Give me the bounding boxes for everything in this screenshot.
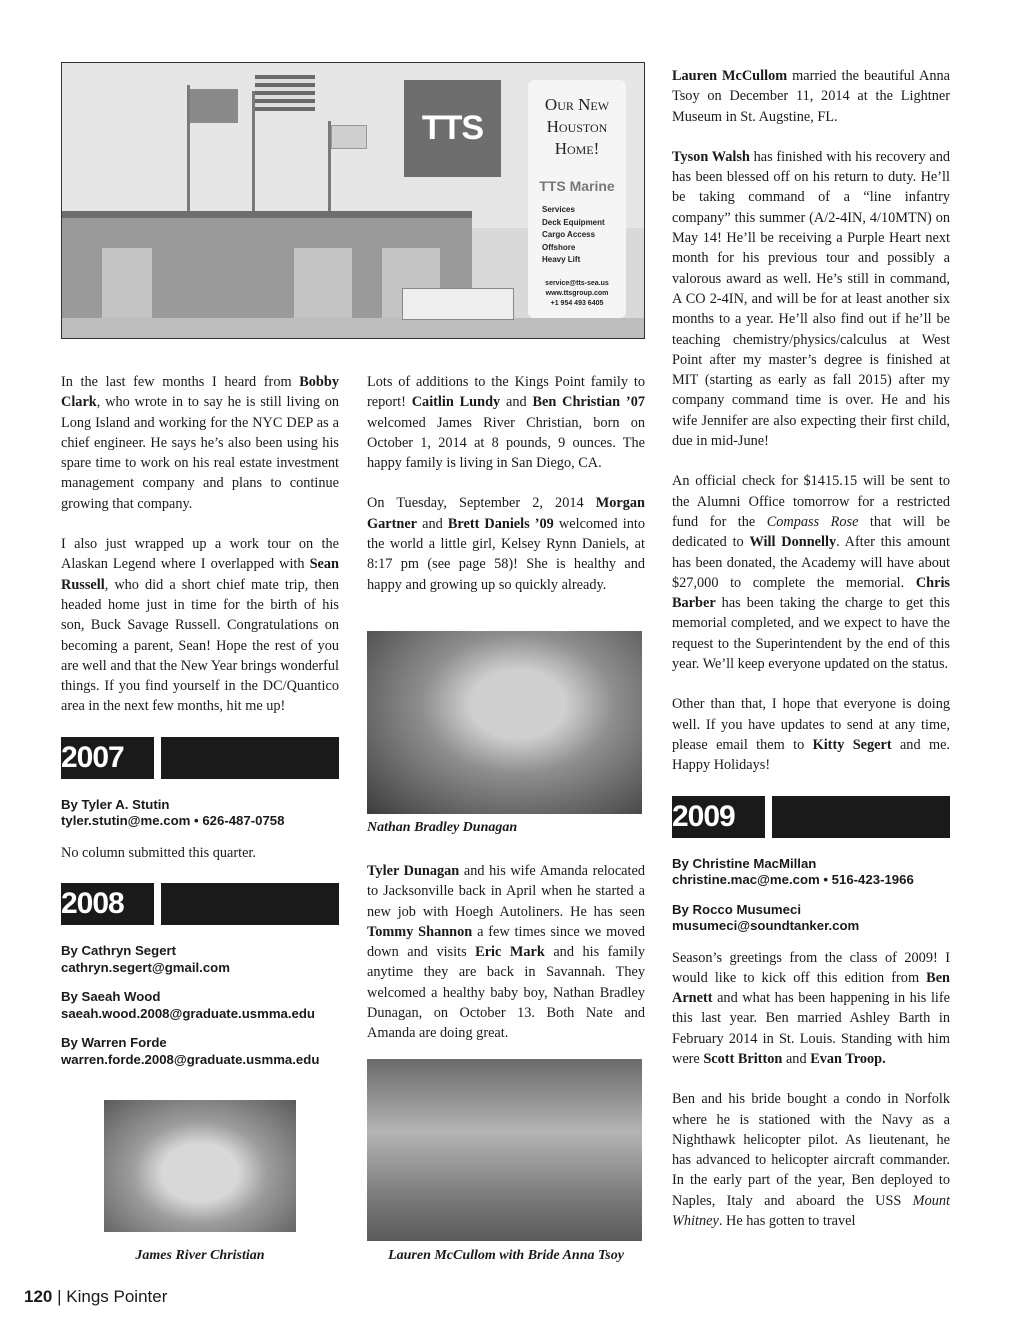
banner-bar (161, 883, 339, 925)
banner-bar (772, 796, 950, 838)
byline (672, 902, 950, 935)
author-contact: cathryn.segert@gmail.com (61, 959, 230, 975)
ad-service: Heavy Lift (542, 255, 581, 264)
ad-brand: TTS Marine (539, 178, 615, 194)
ad-services-list (542, 204, 626, 267)
paragraph: Tyler Dunagan and his wife Amanda relocated to Jacksonville back in April when he started a new job with Hoegh Autoliners. He has seen Tommy Shannon a few times since we moved down and visits Eric Mark and his family anytime they are back in Savannah. They welcomed a healthy baby boy, Nathan Bradley Dunagan, on October 13. Both Nate and Amanda are doing great. (367, 863, 646, 1042)
building-door (102, 248, 152, 318)
author-contact: warren.forde.2008@graduate.usmma.edu (61, 1051, 320, 1067)
paragraph: Lauren McCullom married the beautiful Anna Tsoy on December 11, 2014 at the Lightner Museum in St. Augstine, FL. (672, 68, 950, 125)
byline (61, 989, 339, 1022)
us-flag-icon (255, 75, 315, 111)
author-name: By Cathryn Segert (61, 943, 177, 959)
paragraph: On Tuesday, September 2, 2014 Morgan Gartner and Brett Daniels ’09 welcomed into the world a little girl, Kelsey Rynn Daniels, at 8:17 pm (see page 58)! She is healthy and happy and growing up so quickly already. (367, 495, 645, 593)
footer-separator: | (52, 1287, 67, 1306)
ground (62, 318, 644, 339)
author-contact: christine.mac@me.com • 516-423-1966 (672, 872, 914, 887)
ad-service: Services (542, 205, 575, 214)
class-year-banner-2008 (61, 883, 339, 925)
author-name: By Rocco Musumeci (672, 901, 801, 917)
paragraph: In the last few months I heard from Bobby Clark, who wrote in to say he is still living on Long Island and working for the NYC DEP as a chief engineer. He says he’s also been using his spare time to work on his real estate investment management company and plans to continue growing that company. (61, 374, 339, 512)
photo-caption: Lauren McCullom with Bride Anna Tsoy (388, 1248, 624, 1263)
tts-logo: TTS (404, 80, 501, 177)
column-2 (367, 372, 645, 615)
paragraph: Tyson Walsh has finished with his recovery and has been blessed off on his return to duty. He’ll be taking command of a “line infantry company” this summer (A/2-4IN, 4/10MTN) on May 14! He’ll be receiving a Purple Heart next month for his previous tour and possibly a valorous award as well. He’s still in command, A CO 2-4IN, and will be for at least another six months to a year. He’ll also find out if he’ll be teaching chemistry/physics/calculus at West Point after my master’s degree is finished at MIT (starting as early as fall 2015) after my company command time is over. He and his wife Jennifer are also expecting their first child, due in mid-June! (672, 148, 951, 450)
ad-card (528, 80, 626, 318)
byline (61, 797, 339, 830)
photo-caption: Nathan Bradley Dunagan (367, 820, 518, 835)
ad-contact (528, 279, 626, 309)
paragraph: Other than that, I hope that everyone is doing well. If you have updates to send at any time, please email them to Kitty Segert and me. Happy Holidays! (672, 696, 950, 774)
byline (61, 1035, 339, 1068)
company-flag-icon (331, 125, 367, 149)
truck-icon (402, 288, 514, 320)
no-column-note: No column submitted this quarter. (61, 844, 256, 861)
paragraph: An official check for $1415.15 will be sent to the Alumni Office tomorrow for a restricted fund for the Compass Rose that will be dedicated to Will Donnelly. After this amount has been donated, the Academy will have about $27,000 to complete the memorial. Chris Barber has been taking the charge to get this memorial completed, and we expect to have the request to the Superintendent by the end of this year. We’ll keep everyone updated on the status. (672, 473, 951, 673)
garage-door (294, 248, 352, 318)
page-footer (24, 1287, 167, 1307)
ad-service: Offshore (542, 242, 576, 252)
byline (672, 856, 950, 889)
ad-phone: +1 954 493 6405 (550, 299, 604, 307)
author-contact: musumeci@soundtanker.com (672, 918, 860, 933)
ad-service: Deck Equipment (542, 217, 605, 227)
column-2-continued (367, 861, 645, 1064)
publication-name: Kings Pointer (66, 1287, 168, 1306)
paragraph: Lots of additions to the Kings Point family to report! Caitlin Lundy and Ben Christian ’07 welcomed James River Christian, born on October 1, 2014 at 8 pounds, 9 ounces. The happy family is living in San Diego, CA. (367, 374, 645, 472)
class-year: 2009 (672, 796, 765, 838)
page-number: 120 (24, 1287, 53, 1306)
wedding-photo (367, 1059, 642, 1241)
author-contact: saeah.wood.2008@graduate.usmma.edu (61, 1005, 315, 1021)
author-name: By Tyler A. Stutin (61, 796, 170, 812)
ad-headline: Our New Houston Home! (544, 95, 610, 158)
class-year-banner-2007 (61, 737, 339, 779)
column-1 (61, 372, 339, 1081)
class-year: 2008 (61, 883, 154, 925)
paragraph: Ben and his bride bought a condo in Norfolk where he is stationed with the Navy as a Nighthawk helicopter pilot. As lieutenant, he has advanced to helicopter aircraft commander. In the early part of the year, Ben deployed to Naples, Italy and aboard the USS Mount Whitney. He has gotten to travel (672, 1091, 950, 1230)
paragraph: Season’s greetings from the class of 2009! I would like to kick off this edition from Ben Arnett and what has been happening in his life this last year. Ben married Ashley Barth in February 2014 in St. Louis. Standing with him were Scott Britton and Evan Troop. (672, 949, 950, 1067)
photo-caption: James River Christian (135, 1248, 265, 1263)
author-name: By Christine MacMillan (672, 855, 817, 871)
baby-photo (367, 631, 642, 814)
author-contact: tyler.stutin@me.com • 626-487-0758 (61, 813, 285, 829)
ad-service: Cargo Access (542, 230, 596, 239)
ad-web: www.ttsgroup.com (545, 289, 609, 297)
baby-photo (104, 1100, 296, 1232)
tts-advertisement (61, 62, 645, 339)
class-year-banner-2009 (672, 796, 950, 838)
class-year: 2007 (61, 737, 154, 779)
author-name: By Warren Forde (61, 1035, 167, 1051)
texas-flag-icon (190, 89, 238, 123)
ad-email: service@tts-sea.us (545, 279, 609, 287)
byline (61, 943, 339, 976)
banner-bar (161, 737, 339, 779)
author-name: By Saeah Wood (61, 989, 161, 1005)
paragraph: I also just wrapped up a work tour on the Alaskan Legend where I overlapped with Sean Russell, who did a short chief mate trip, then headed home just in time for the birth of his son, Buck Savage Russell. Congratulations on becoming a parent, Sean! Hope the rest of you are well and that the New Year brings wonderful things. If you find yourself in the DC/Quantico area in the next few months, hit me up! (61, 536, 339, 715)
column-3 (672, 66, 950, 1251)
